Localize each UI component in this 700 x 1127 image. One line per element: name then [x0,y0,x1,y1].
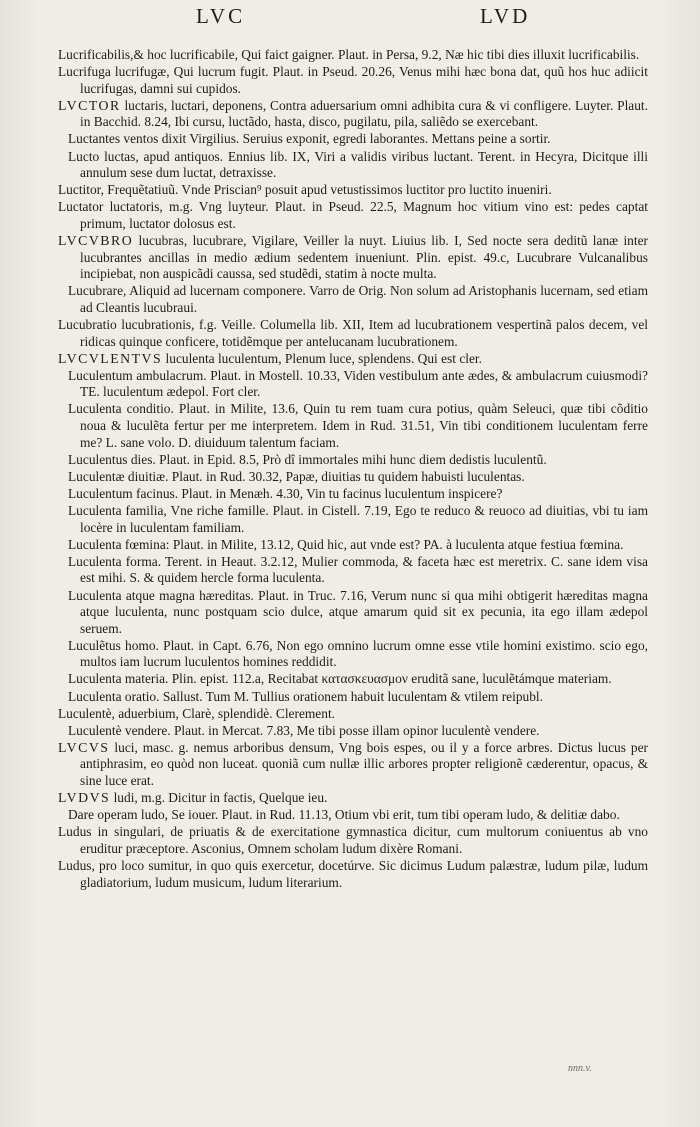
dictionary-entry [58,283,648,316]
running-head-right: LVD [480,4,531,28]
dictionary-entry [58,351,648,368]
dictionary-entry [58,858,648,891]
entry-text: Dare operam ludo, Se iouer. Plaut. in Rud. 11.13, Otium vbi erit, tum tibi operam ludo, & delitiæ dabo. [68,807,620,823]
running-head [0,4,700,34]
entry-text: Ludus, pro loco sumitur, in quo quis exercetur, docetúrve. Sic dicimus Ludum palæstræ, ludum pilæ, ludum gladiatorium, ludum musicum, ludum literarium. [58,858,648,890]
entry-text: Luculentus dies. Plaut. in Epid. 8.5, Prò dî immortales mihi hunc diem dedistis luculentũ. [68,451,547,467]
dictionary-entry [58,588,648,638]
entry-text: lucubras, lucubrare, Vigilare, Veiller la nuyt. Liuius lib. I, Sed nocte sera deditũ lanæ inter lucubrantes ancillas in medio ædium sedentem inueniunt. Plin. epist. 49.c, Lucubrare Vulcanalibus incipiebat, non auspicãdi caussa, sed studẽdi, statim à nocte multa. [80,233,648,282]
entry-text: ludi, m.g. Dicitur in factis, Quelque ieu. [110,790,328,806]
entry-text: Ludus in singulari, de priuatis & de exercitatione gymnastica dicitur, cum multorum coniuentus ab vno eruditur præceptore. Asconius, Omnem scholam ludum dixère Romani. [58,824,648,856]
dictionary-entry [58,638,648,671]
entry-text: Lucubratio lucubrationis, f.g. Veille. Columella lib. XII, Item ad lucubrationem vespertinã palos decem, vel ridicas quinque conficere, totidẽmque per antelucanam lucubrationem. [58,317,648,349]
dictionary-entry [58,503,648,536]
entry-text: Luculenta forma. Terent. in Heaut. 3.2.12, Mulier commoda, & faceta hæc est meretrix. C. sane idem visa est mihi. S. & quidem hercle forma luculenta. [68,553,648,586]
entry-text: Luctantes ventos dixit Virgilius. Seruius exponit, egredi laborantes. Mettans peine a sortir. [68,131,551,147]
dictionary-entry [58,486,648,503]
dictionary-entry [58,671,648,688]
entry-text: Lucubrare, Aliquid ad lucernam componere. Varro de Orig. Non solum ad Aristophanis lucernam, sed etiam ad Cleantis lucubraui. [68,283,648,315]
dictionary-entry [58,149,648,182]
entry-text: Luctitor, Frequẽtatiuũ. Vnde Priscian⁹ posuit apud vetustissimos luctitor pro luctito inueniri. [58,182,552,198]
entry-headword: LVDVS [58,790,111,806]
dictionary-entry [58,537,648,554]
entry-text: Luculenta oratio. Sallust. Tum M. Tullius orationem habuit luculentam & vtilem reipubl. [68,688,543,704]
dictionary-entry [58,131,648,148]
entry-text: Luculenta familia, Vne riche famille. Plaut. in Cistell. 7.19, Ego te reduco & reuoco ad diuitias, vbi tu iam locère in luculentam familiam. [68,503,648,535]
dictionary-entry [58,807,648,824]
entry-text: Lucto luctas, apud antiquos. Ennius lib. IX, Viri a validis viribus luctant. Terent. in Hecyra, Dicitque illi annulum sese dum luctat, detraxisse. [68,148,648,181]
entry-text: luci, masc. g. nemus arboribus densum, Vng bois espes, ou il y a force arbres. Dictus lucus per antiphrasim, eo quòd non luceat. quoniã cum nullæ illic arbores propter religionẽ cæderentur, opacus, & sine luce erat. [80,739,648,789]
entry-text: Luculentè, aduerbium, Clarè, splendidè. Clerement. [58,705,336,721]
dictionary-entry [58,790,648,807]
entry-text: Lucrifuga lucrifugæ, Qui lucrum fugit. Plaut. in Pseud. 20.26, Venus mihi hæc bona dat, quũ hos huc adiicit lucrifugas, damni sui cupidos. [58,64,648,96]
dictionary-entry [58,98,648,131]
entry-text: Luctator luctatoris, m.g. Vng luyteur. Plaut. in Pseud. 22.5, Magnum hoc vitium vino est: pedes captat primum, luctator dolosus est. [58,199,648,231]
entry-headword: LVCTOR [58,97,121,113]
dictionary-entry [58,233,648,283]
entry-text: Luculenta conditio. Plaut. in Milite, 13.6, Quin tu rem tuam cura potius, quàm Seleuci, quæ tibi cõditio noua & luculẽta fertur per me interpretem. Idem in Rud. 31.51, Vin tibi conditionem luculentam ferre me? L. sane volo. D. diuiduum talentum faciam. [68,401,648,450]
dictionary-entry [58,368,648,401]
signature-mark: nnn.v. [568,1063,592,1074]
dictionary-entry [58,824,648,857]
entry-text: Luculentæ diuitiæ. Plaut. in Rud. 30.32, Papæ, diuitias tu quidem habuisti luculentas. [68,468,525,484]
entry-text: Luculenta materia. Plin. epist. 112.a, Recitabat κατασκευασμον eruditã sane, luculẽtámque materiam. [68,671,612,687]
entry-headword: LVCVS [58,739,110,755]
running-head-left: LVC [196,4,246,28]
dictionary-entry [58,199,648,232]
entry-headword: LVCVLENTVS [58,350,163,366]
dictionary-entry [58,554,648,587]
dictionary-entry [58,182,648,199]
dictionary-entry [58,47,648,64]
entry-text: Luculenta atque magna hæreditas. Plaut. in Truc. 7.16, Verum nunc si qua mihi obtigerit hæreditas magna atque luculenta, nunc postquam scio dulce, atque amarum quid sit ex pecunia, ita ego illam ædepol seruem. [68,587,648,636]
dictionary-entry [58,452,648,469]
entry-text: Luculentum ambulacrum. Plaut. in Mostell. 10.33, Viden vestibulum ante ædes, & ambulacrum cuiusmodi? TE. luculentum ædepol. Fort cler. [68,367,648,400]
dictionary-entries [58,47,648,892]
entry-text: luculenta luculentum, Plenum luce, splendens. Qui est cler. [162,350,482,366]
entry-text: Luculentè vendere. Plaut. in Mercat. 7.83, Me tibi posse illam opinor luculentè vendere. [68,722,540,738]
dictionary-entry [58,64,648,97]
dictionary-entry [58,401,648,451]
entry-headword: LVCVBRO [58,233,134,249]
entry-text: Luculẽtus homo. Plaut. in Capt. 6.76, Non ego omnino lucrum omne esse vtile homini existimo. scio ego, multos iam lucrum luculentos homines reddidit. [68,637,648,670]
entry-text: Lucrificabilis,& hoc lucrificabile, Qui faict gaigner. Plaut. in Persa, 9.2, Næ hic tibi dies illuxit lucrificabilis. [58,47,640,62]
dictionary-entry [58,706,648,723]
dictionary-entry [58,469,648,486]
entry-text: luctaris, luctari, deponens, Contra aduersarium omni adhibita cura & vi confligere. Luyter. Plaut. in Bacchid. 8.24, Ibi cursu, luctãdo, hasta, disco, pugilatu, pila, saliẽdo se exercebant. [80,97,648,130]
dictionary-entry [58,689,648,706]
entry-text: Luculentum facinus. Plaut. in Menæh. 4.30, Vin tu facinus luculentum inspicere? [68,485,503,501]
dictionary-entry [58,740,648,790]
dictionary-entry [58,723,648,740]
entry-text: Luculenta fœmina: Plaut. in Milite, 13.12, Quid hic, aut vnde est? PA. à luculenta atque festiua fœmina. [68,536,624,552]
dictionary-entry [58,317,648,350]
